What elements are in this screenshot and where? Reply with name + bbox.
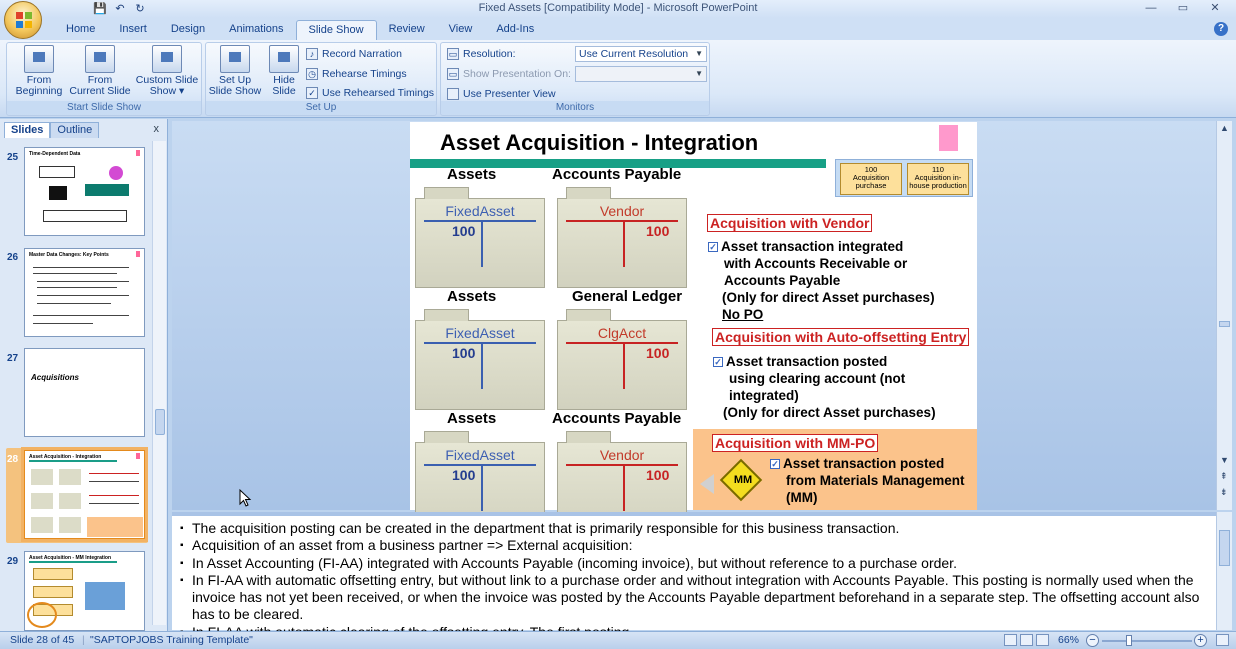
- thumb-marker: [136, 251, 140, 257]
- folder-tab: [566, 431, 611, 443]
- row2-left-heading: Assets: [447, 288, 497, 305]
- mm-po-description[interactable]: ✓ Asset transaction posted from Materials Management (MM): [771, 456, 965, 505]
- use-presenter-view-checkbox[interactable]: Use Presenter View: [447, 85, 556, 103]
- thumb-shape: [33, 586, 73, 598]
- resolution-label: ▭ Resolution:: [448, 48, 516, 60]
- hide-slide-icon: [269, 45, 299, 73]
- zoom-slider[interactable]: [1102, 640, 1192, 642]
- checkbox-icon: ✓: [709, 242, 717, 252]
- thumb-text-line: [89, 481, 139, 482]
- chevron-down-icon: ▼: [695, 49, 703, 58]
- arrow-left-icon: [700, 474, 714, 494]
- tab-design[interactable]: Design: [170, 23, 206, 35]
- slide-show-view-icon[interactable]: [1036, 634, 1049, 646]
- normal-view-icon[interactable]: [1004, 634, 1017, 646]
- account-name: Vendor: [599, 447, 645, 463]
- zoom-in-button[interactable]: +: [1194, 634, 1207, 647]
- debit-value: 100: [452, 467, 476, 483]
- t-account-fixed-asset[interactable]: [415, 198, 545, 288]
- monitor-icon: ▭: [448, 69, 458, 79]
- thumb-text-line: [89, 503, 139, 504]
- row2-right-heading: General Ledger: [572, 288, 683, 305]
- thumb-shape: [43, 210, 127, 222]
- t-line: [566, 220, 678, 222]
- chevron-down-icon: ▼: [695, 69, 703, 78]
- custom-slide-show-button[interactable]: Custom Slide Show ▾: [135, 45, 199, 97]
- undo-icon[interactable]: ↶: [115, 3, 125, 15]
- ribbon-tab-bar: [0, 18, 1236, 40]
- t-line: [481, 343, 483, 389]
- microphone-icon: ♪: [306, 48, 318, 60]
- from-beginning-button[interactable]: From Beginning: [11, 45, 67, 97]
- zoom-level[interactable]: 66%: [1058, 634, 1080, 646]
- notes-scrollbar[interactable]: [1216, 512, 1232, 630]
- thumb-shape: [85, 582, 125, 610]
- folder-tab: [424, 431, 469, 443]
- redo-icon[interactable]: ↻: [135, 3, 145, 15]
- group-label: Start Slide Show: [7, 101, 201, 114]
- hide-slide-button[interactable]: Hide Slide: [264, 45, 304, 97]
- tab-animations[interactable]: Animations: [229, 23, 284, 35]
- transaction-codes-box[interactable]: [835, 159, 973, 197]
- tab-view[interactable]: View: [448, 23, 473, 35]
- tab-outline[interactable]: Outline: [50, 122, 99, 138]
- thumb-text-line: [33, 273, 117, 274]
- record-narration-button[interactable]: ♪ Record Narration: [306, 45, 402, 63]
- monitor-icon: ▭: [448, 49, 458, 59]
- thumb-marker: [136, 150, 140, 156]
- auto-offsetting-heading[interactable]: Acquisition with Auto-offsetting Entry: [712, 328, 969, 346]
- account-name: ClgAcct: [597, 325, 647, 341]
- slide-thumb-29[interactable]: Asset Acquisition - MM Integration: [24, 551, 145, 631]
- slide-counter: Slide 28 of 45: [10, 634, 75, 646]
- mm-po-heading[interactable]: Acquisition with MM-PO: [712, 434, 878, 452]
- thumb-text-line: [37, 281, 129, 282]
- thumb-highlight-circle: [27, 602, 57, 628]
- account-name: FixedAsset: [445, 447, 515, 463]
- fit-to-window-icon[interactable]: [1216, 634, 1229, 646]
- row3-right-heading: Accounts Payable: [552, 410, 682, 427]
- scroll-thumb[interactable]: [1219, 530, 1230, 566]
- t-line: [566, 464, 678, 466]
- t-line: [424, 342, 536, 344]
- tab-slide-show[interactable]: Slide Show: [296, 20, 377, 40]
- thumb-shape: [31, 469, 53, 485]
- t-line: [623, 221, 625, 267]
- thumb-number: 26: [7, 252, 19, 263]
- restore-button[interactable]: ▭: [1177, 2, 1189, 14]
- notes-bullet: ▪ In FI-AA with automatic offsetting entry, but without link to a purchase order and without integration with Accounts Payable. This posting is normally used when the invoice has not yet been received, or when the invoice was posted by the Accounts Payable department beforehand in a separate step. The offsetting account also has to be cleared.: [180, 572, 1216, 624]
- folder-tab: [424, 309, 469, 321]
- row1-left-heading: Assets: [447, 166, 497, 183]
- group-label: Monitors: [441, 101, 709, 114]
- slide-thumb-26[interactable]: Master Data Changes: Key Points: [24, 248, 145, 337]
- auto-offsetting-description[interactable]: ✓ Asset transaction posted using clearing account (not integrated) (Only for direct Asset purchases): [714, 354, 936, 420]
- checkbox-unchecked-icon: [447, 88, 459, 100]
- clock-icon: ◷: [306, 68, 318, 80]
- group-set-up: [205, 42, 437, 116]
- group-label: Set Up: [206, 101, 436, 114]
- debit-value: 100: [452, 223, 476, 239]
- help-icon[interactable]: ?: [1214, 22, 1228, 36]
- slide-title[interactable]: Asset Acquisition - Integration: [440, 130, 759, 155]
- previous-slide-icon[interactable]: ⇞: [1220, 471, 1228, 481]
- checkbox-checked-icon: ✓: [306, 87, 318, 99]
- thumb-shape: [59, 493, 81, 509]
- thumb-number: 28: [7, 454, 19, 465]
- thumb-shape: [49, 186, 67, 200]
- minimize-button[interactable]: —: [1145, 2, 1157, 14]
- thumb-text-line: [33, 315, 129, 316]
- t-account-fixed-asset[interactable]: [415, 320, 545, 410]
- thumb-number: 25: [7, 152, 19, 163]
- window-title: Fixed Assets [Compatibility Mode] - Microsoft PowerPoint: [478, 2, 758, 14]
- tab-review[interactable]: Review: [388, 23, 425, 35]
- notes-bullet: ▪ Acquisition of an asset from a business partner => External acquisition:: [180, 537, 1216, 554]
- t-account-vendor[interactable]: [557, 198, 687, 288]
- thumb-number: 27: [7, 353, 19, 364]
- thumb-shape: [59, 469, 81, 485]
- save-icon[interactable]: 💾: [93, 3, 107, 15]
- rehearse-timings-button[interactable]: ◷ Rehearse Timings: [306, 65, 407, 83]
- close-icon[interactable]: x: [153, 123, 159, 135]
- office-button[interactable]: [4, 1, 42, 39]
- thumb-text-line: [37, 295, 129, 296]
- clock-icon: [109, 166, 123, 180]
- pink-marker: [939, 125, 958, 151]
- notes-list: [172, 516, 1216, 641]
- thumb-shape: [31, 493, 53, 509]
- code-110: 110 Acquisition in-house production: [907, 163, 969, 195]
- tab-add-ins[interactable]: Add-Ins: [496, 23, 535, 35]
- row3-left-heading: Assets: [447, 410, 497, 427]
- checkbox-icon: ✓: [771, 459, 779, 469]
- thumb-shape: [33, 568, 73, 580]
- tab-home[interactable]: Home: [66, 23, 96, 35]
- window-controls: [1136, 0, 1230, 16]
- vendor-description[interactable]: ✓ Asset transaction integrated with Accounts Receivable or Accounts Payable (Only for direct Asset purchases) No PO: [709, 239, 935, 322]
- t-account-clearing[interactable]: [557, 320, 687, 410]
- debit-value: 100: [452, 345, 476, 361]
- t-line: [566, 342, 678, 344]
- slide-canvas[interactable]: [410, 122, 977, 510]
- status-bar: Slide 28 of 45 | "SAPTOPJOBS Training Template" 66% − +: [0, 631, 1236, 649]
- folder-tab: [566, 187, 611, 199]
- tab-insert[interactable]: Insert: [119, 23, 147, 35]
- credit-value: 100: [646, 467, 670, 483]
- thumb-text-line: [33, 323, 93, 324]
- thumb-bar: [29, 460, 117, 462]
- thumb-text-line: [37, 287, 117, 288]
- close-button[interactable]: ✕: [1210, 2, 1220, 14]
- acquisition-vendor-heading[interactable]: Acquisition with Vendor: [707, 214, 872, 232]
- t-line: [424, 220, 536, 222]
- panel-scrollbar[interactable]: [152, 141, 166, 625]
- tab-slides[interactable]: Slides: [4, 122, 50, 138]
- thumb-text-line: [89, 473, 139, 474]
- slide-scrollbar[interactable]: [1216, 121, 1232, 510]
- scroll-down-icon[interactable]: ▼: [1220, 455, 1229, 465]
- thumb-marker: [136, 453, 140, 459]
- thumb-shape: [31, 517, 53, 533]
- zoom-slider-thumb[interactable]: [1126, 635, 1132, 646]
- group-start-slide-show: [6, 42, 202, 116]
- show-presentation-on-dropdown[interactable]: [575, 66, 707, 82]
- thumb-shape: [59, 517, 81, 533]
- thumb-number: 29: [7, 556, 19, 567]
- account-name: FixedAsset: [445, 325, 515, 341]
- thumb-text-line: [37, 303, 111, 304]
- folder-tab: [566, 309, 611, 321]
- resolution-dropdown[interactable]: Use Current Resolution ▼: [575, 46, 707, 62]
- template-name: "SAPTOPJOBS Training Template": [90, 634, 253, 646]
- notes-pane[interactable]: [172, 512, 1216, 630]
- scroll-up-icon[interactable]: ▲: [1220, 123, 1229, 133]
- title-bar: [0, 0, 1236, 18]
- scroll-thumb[interactable]: [1219, 321, 1230, 327]
- thumb-text-line: [89, 495, 139, 496]
- next-slide-icon[interactable]: ⇟: [1220, 487, 1228, 497]
- thumb-shape: [85, 184, 129, 196]
- t-line: [623, 465, 625, 511]
- mouse-pointer-icon: [239, 489, 251, 507]
- t-line: [481, 221, 483, 267]
- t-line: [424, 464, 536, 466]
- notes-bullet: ▪ The acquisition posting can be created in the department that is primarily responsible for this business transaction.: [180, 520, 1216, 537]
- show-presentation-on-label: ▭ Show Presentation On:: [448, 68, 571, 80]
- zoom-out-button[interactable]: −: [1086, 634, 1099, 647]
- notes-bullet: ▪ In Asset Accounting (FI-AA) integrated with Accounts Payable (incoming invoice), but without reference to a purchase order.: [180, 555, 1216, 572]
- from-current-slide-button[interactable]: From Current Slide: [69, 45, 131, 97]
- projector-icon: [24, 45, 54, 73]
- scroll-thumb[interactable]: [155, 409, 165, 435]
- ribbon: [0, 40, 1236, 118]
- projector-icon: [85, 45, 115, 73]
- account-name: Vendor: [599, 203, 645, 219]
- slide-sorter-view-icon[interactable]: [1020, 634, 1033, 646]
- setup-icon: [220, 45, 250, 73]
- mm-label: MM: [733, 474, 753, 486]
- t-line: [623, 343, 625, 389]
- row1-right-heading: Accounts Payable: [552, 166, 682, 183]
- custom-show-icon: [152, 45, 182, 73]
- slide-thumb-25[interactable]: Time-Dependent Data: [24, 147, 145, 236]
- thumb-bar: [29, 561, 117, 563]
- credit-value: 100: [646, 345, 670, 361]
- thumb-text-line: [33, 267, 129, 268]
- folder-tab: [424, 187, 469, 199]
- slide-editing-area: [172, 121, 1216, 510]
- t-line: [481, 465, 483, 511]
- group-monitors: [440, 42, 710, 116]
- set-up-slide-show-button[interactable]: Set Up Slide Show: [208, 45, 262, 97]
- slide-thumb-28[interactable]: Asset Acquisition - Integration: [24, 450, 145, 539]
- slide-thumb-27[interactable]: Acquisitions: [24, 348, 145, 437]
- office-logo-icon: [15, 11, 33, 29]
- use-rehearsed-timings-checkbox[interactable]: ✓ Use Rehearsed Timings: [306, 84, 434, 102]
- thumb-shape: [39, 166, 75, 178]
- code-100: 100 Acquisition purchase: [840, 163, 902, 195]
- account-name: FixedAsset: [445, 203, 515, 219]
- slides-panel: [0, 119, 168, 631]
- thumb-shape: [87, 517, 143, 537]
- credit-value: 100: [646, 223, 670, 239]
- checkbox-icon: ✓: [714, 357, 722, 367]
